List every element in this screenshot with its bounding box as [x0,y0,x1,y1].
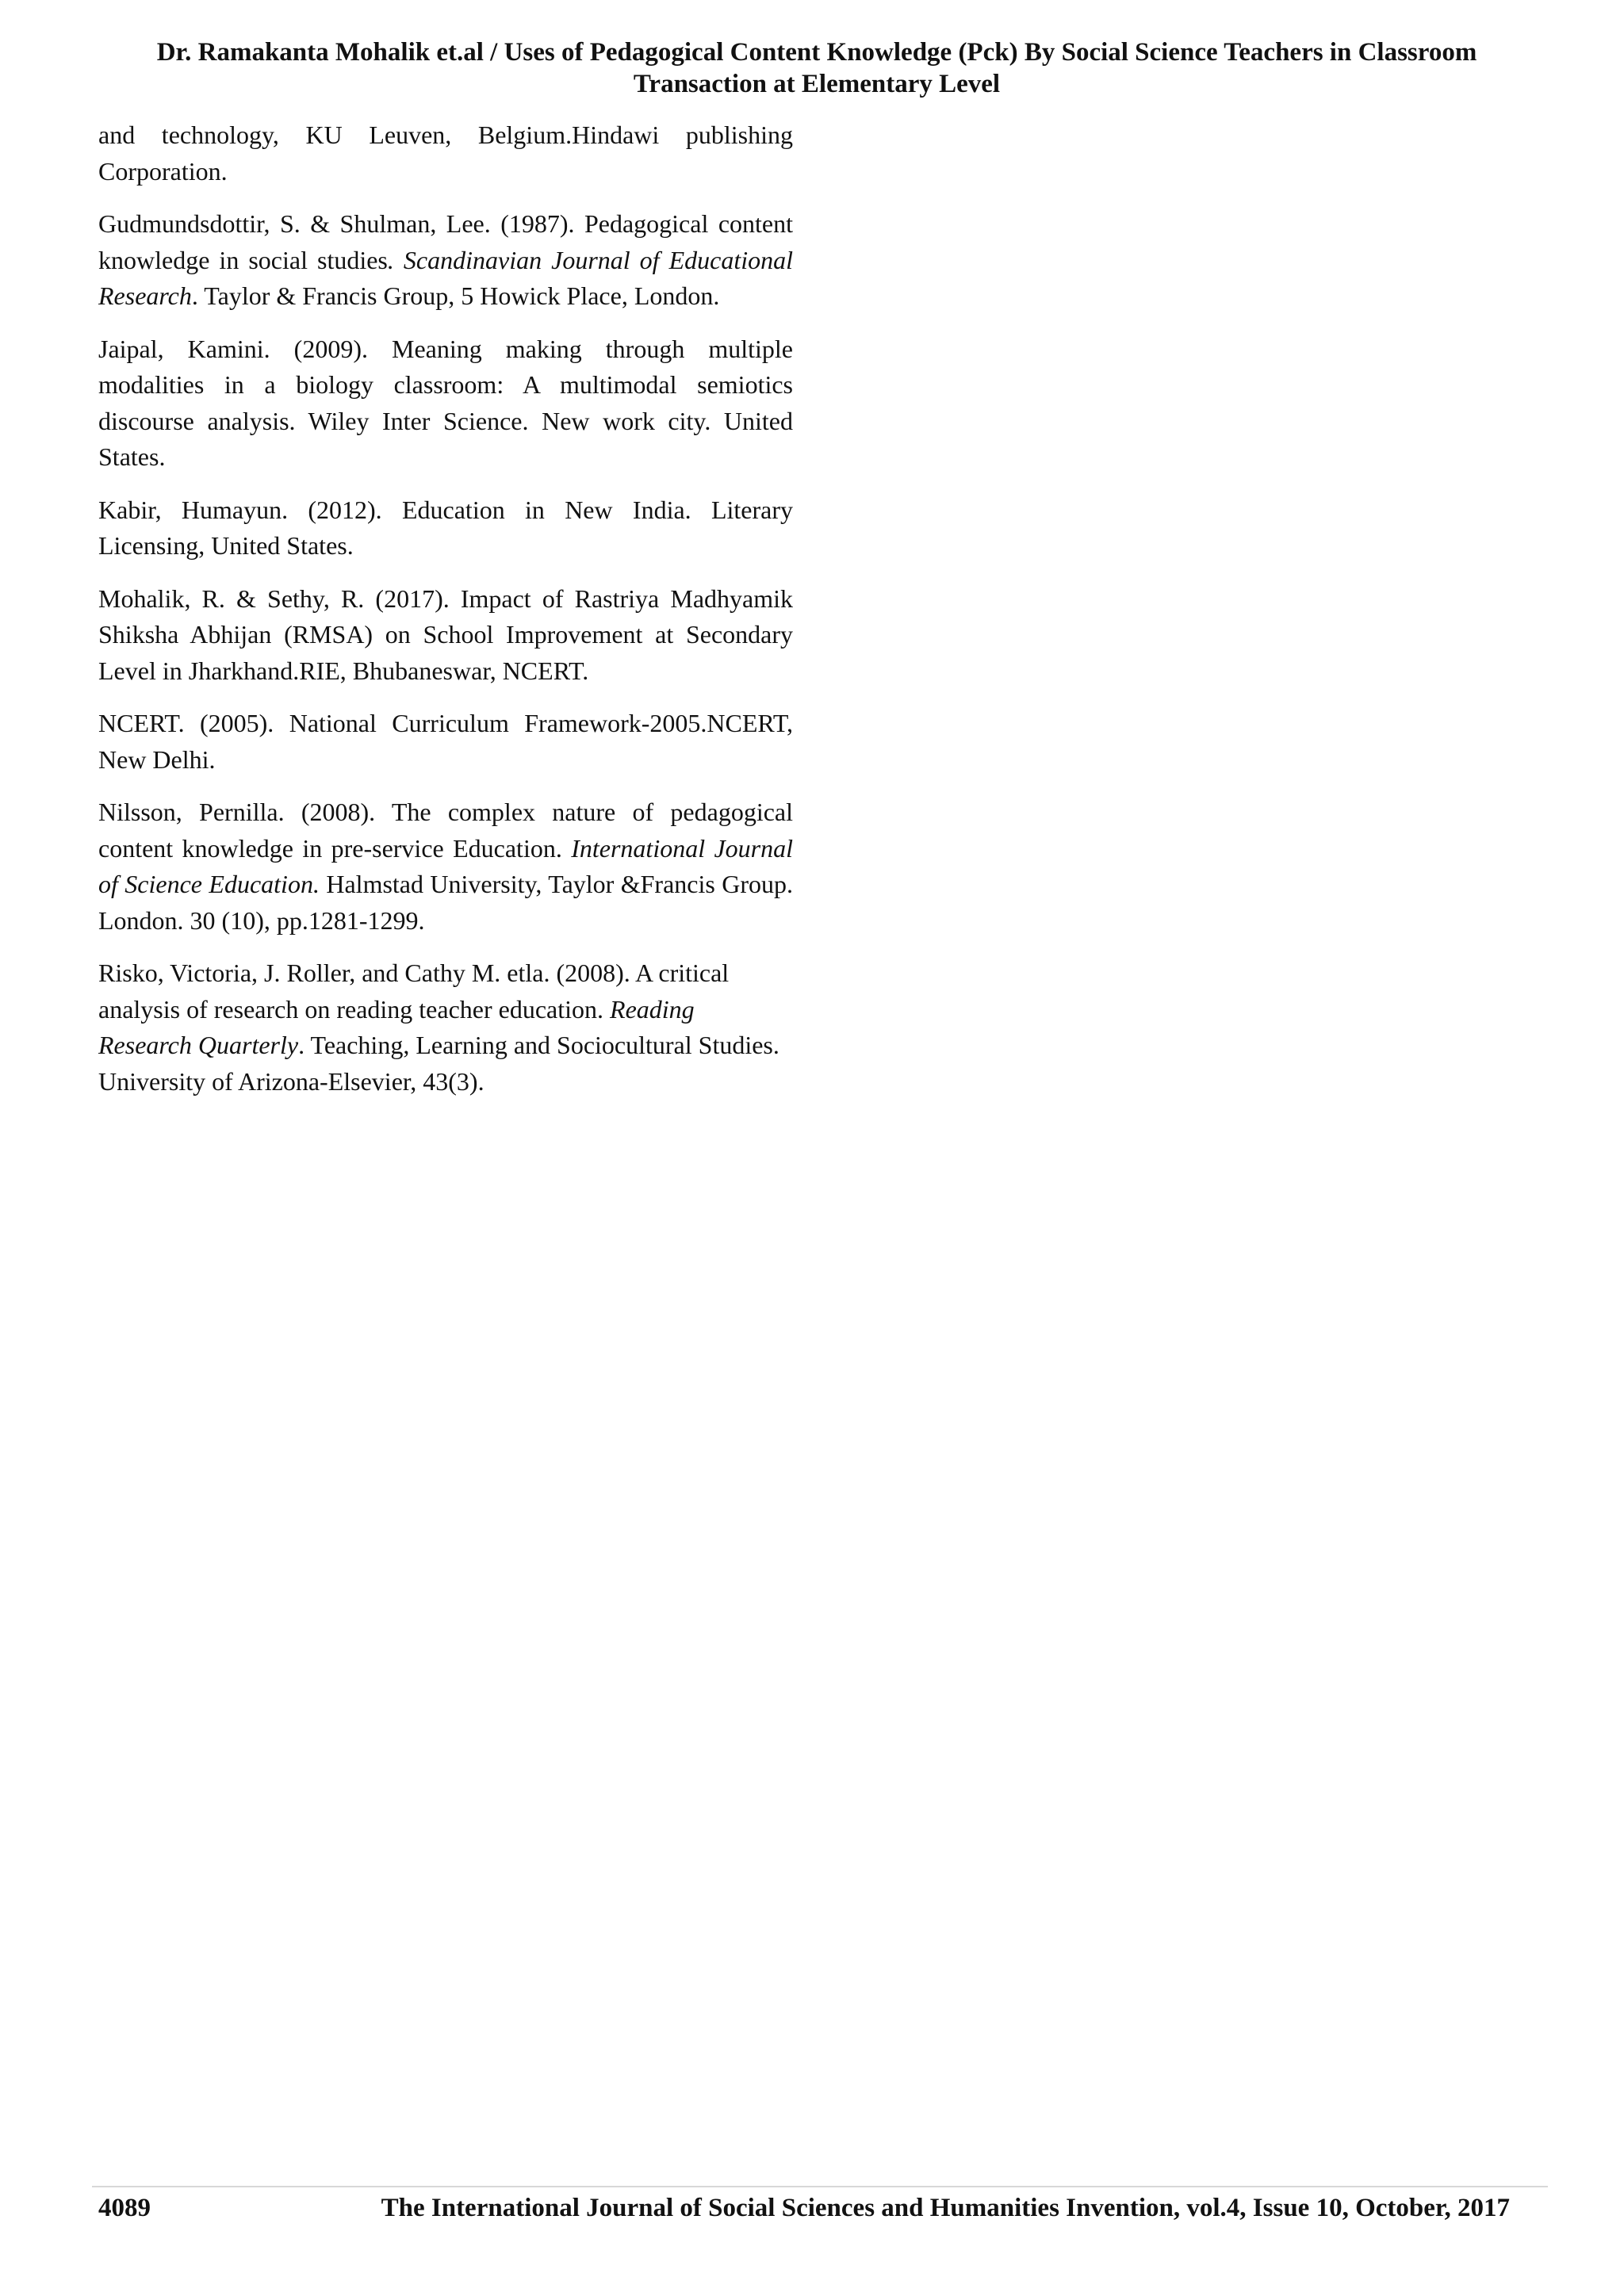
reference-text-tail: . Taylor & Francis Group, 5 Howick Place, London. [191,281,720,310]
reference-text: Jaipal, Kamini. (2009). Meaning making through multiple modalities in a biology classroom: A multimodal semiotics discourse analysis. Wiley Inter Science. New work city. United States. [98,334,793,471]
reference-italic-text: Reading Research Quarterly [98,994,695,1059]
journal-citation: The International Journal of Social Sciences and Humanities Invention, vol.4, Issue 10, October, 2017 [381,2194,1510,2222]
footer-divider [92,2186,1548,2187]
running-header-line-2: Transaction at Elementary Level [633,70,1001,98]
reference-text: Gudmundsdottir, S. & Shulman, Lee. (1987). Pedagogical content knowledge in social studies [98,209,793,274]
reference-entry-6 [98,706,793,778]
reference-entry-3 [98,331,793,476]
reference-text: Risko, Victoria, J. Roller, and Cathy M. etla. (2008). A critical analysis of research on reading teacher education. [98,959,730,1024]
running-header [79,36,1554,100]
reference-text: Kabir, Humayun. (2012). Education in New India. Literary Licensing, United States. [98,495,793,560]
reference-text: NCERT. (2005). National Curriculum Framework-2005.NCERT, New Delhi. [98,709,793,774]
reference-text: Mohalik, R. & Sethy, R. (2017). Impact of Rastriya Madhyamik Shiksha Abhijan (RMSA) on School Improvement at Secondary Level in Jharkhand.RIE, Bhubaneswar, NCERT. [98,584,793,685]
reference-italic-text: International Journal of Science Education. [98,833,794,898]
reference-entry-8 [98,955,793,1100]
reference-italic-text: . Scandinavian Journal of Educational Research [98,245,794,310]
reference-text: Nilsson, Pernilla. (2008). The complex nature of pedagogical content knowledge in pre-service Education. [98,798,793,863]
reference-entry-4 [98,492,793,564]
reference-entry-1 [98,117,793,189]
reference-entry-5 [98,581,793,690]
reference-list [98,117,793,1116]
running-header-line-1: Dr. Ramakanta Mohalik et.al / Uses of Pedagogical Content Knowledge (Pck) By Social Science Teachers in Classroom [156,38,1477,67]
reference-text-tail: . Teaching, Learning and Sociocultural Studies. University of Arizona-Elsevier, 43(3). [98,1031,779,1096]
reference-entry-7 [98,794,793,939]
reference-text-tail: Halmstad University, Taylor &Francis Group. London. 30 (10), pp.1281-1299. [98,870,794,935]
page-number: 4089 [98,2194,151,2222]
reference-entry-2 [98,206,793,315]
reference-text: and technology, KU Leuven, Belgium.Hindawi publishing Corporation. [98,121,793,186]
